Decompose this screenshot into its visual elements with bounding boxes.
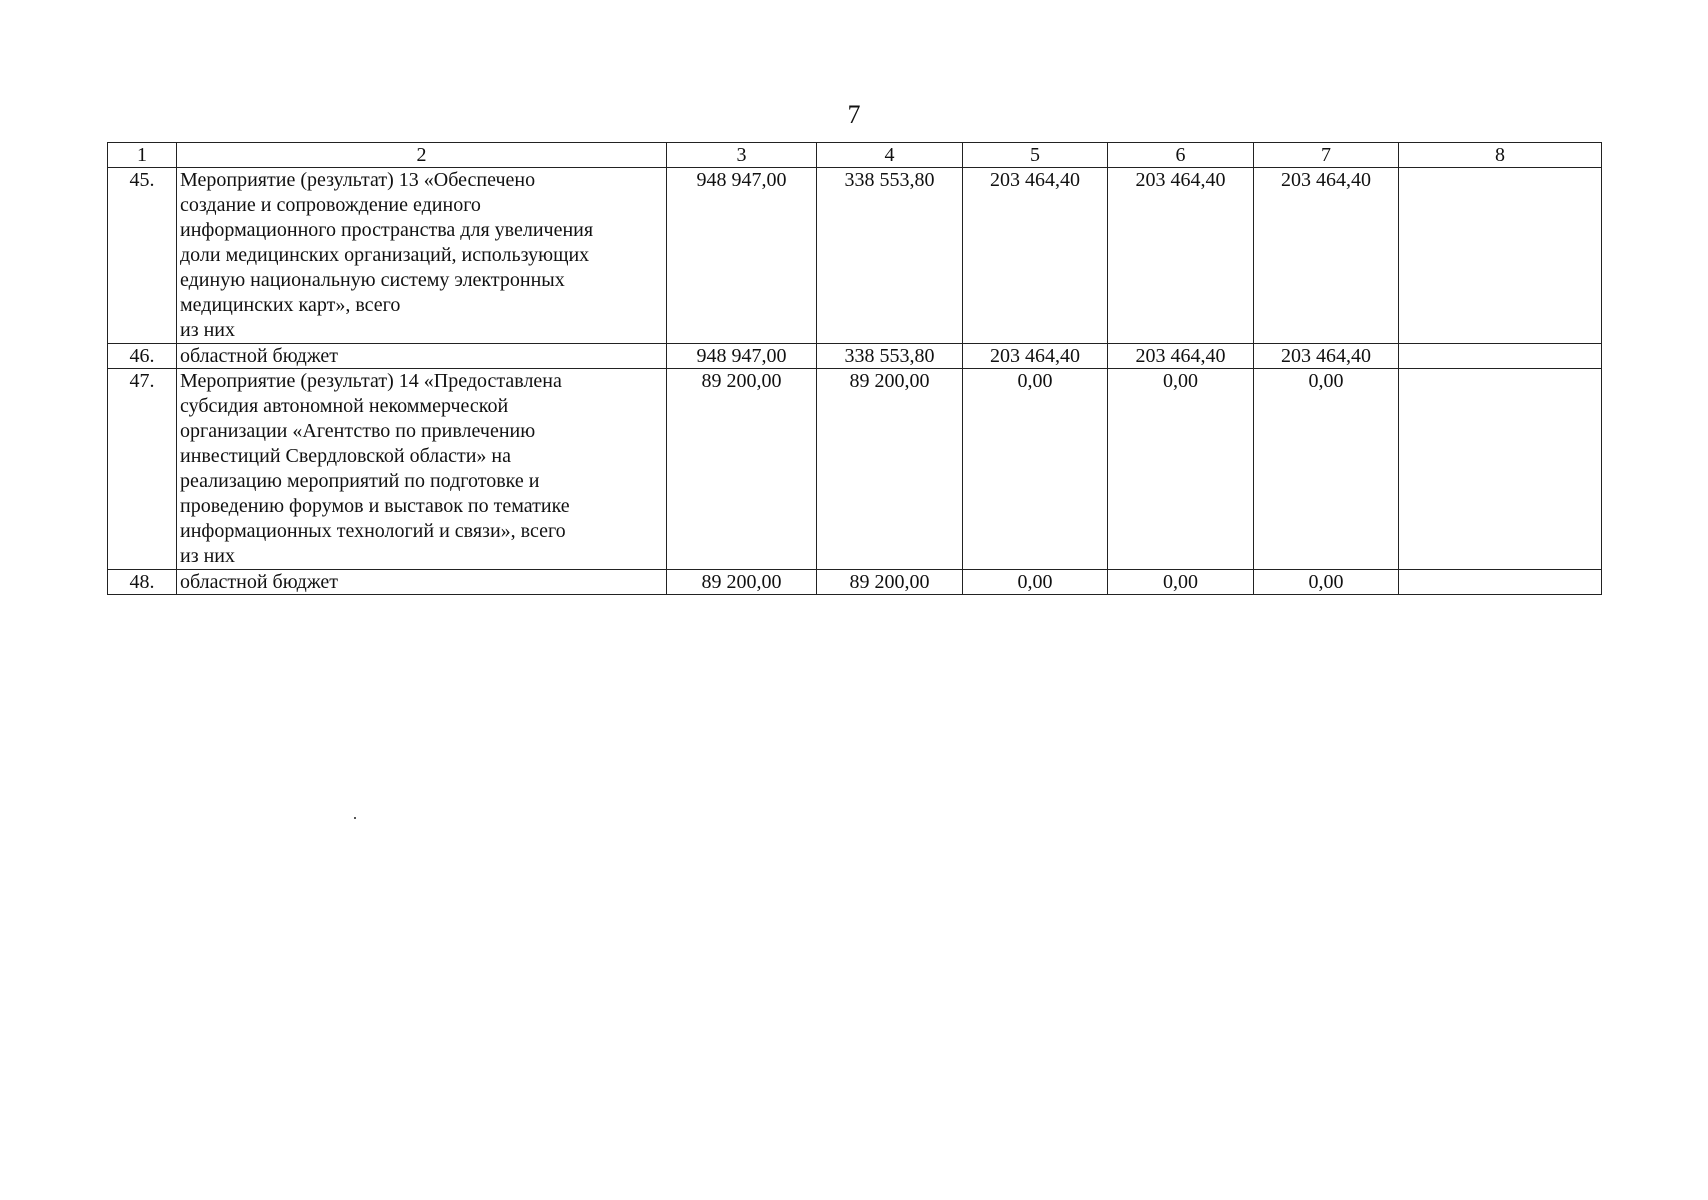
table-row xyxy=(108,168,1602,344)
amount-col-7: 0,00 xyxy=(1254,369,1399,570)
header-col-4: 4 xyxy=(817,143,963,168)
table-row xyxy=(108,344,1602,369)
amount-col-5: 0,00 xyxy=(963,570,1108,595)
description-line: областной бюджет xyxy=(180,571,339,593)
description-line: информационного пространства для увеличения xyxy=(180,219,594,241)
header-col-7: 7 xyxy=(1254,143,1399,168)
row-number: 45. xyxy=(108,168,177,344)
description-line: доли медицинских организаций, использующих xyxy=(180,244,590,266)
description-line: информационных технологий и связи», всего xyxy=(180,520,566,542)
amount-col-4: 338 553,80 xyxy=(817,168,963,344)
description-line: инвестиций Свердловской области» на xyxy=(180,445,512,467)
amount-col-6: 0,00 xyxy=(1108,570,1254,595)
description-line: Мероприятие (результат) 13 «Обеспечено xyxy=(180,169,536,191)
amount-col-8 xyxy=(1399,369,1602,570)
amount-col-5: 203 464,40 xyxy=(963,344,1108,369)
amount-col-6: 0,00 xyxy=(1108,369,1254,570)
description-line: единую национальную систему электронных xyxy=(180,269,565,291)
page-number: 7 xyxy=(847,100,861,129)
description-line: создание и сопровождение единого xyxy=(180,194,481,216)
budget-table xyxy=(107,142,1602,595)
amount-col-6: 203 464,40 xyxy=(1108,344,1254,369)
scan-speck xyxy=(354,817,356,819)
header-col-5: 5 xyxy=(963,143,1108,168)
row-description xyxy=(177,168,667,344)
description-line: реализацию мероприятий по подготовке и xyxy=(180,470,540,492)
table-header xyxy=(108,143,1602,168)
amount-col-3: 89 200,00 xyxy=(667,369,817,570)
row-description xyxy=(177,369,667,570)
header-col-8: 8 xyxy=(1399,143,1602,168)
amount-col-7: 203 464,40 xyxy=(1254,344,1399,369)
amount-col-4: 89 200,00 xyxy=(817,570,963,595)
amount-col-5: 0,00 xyxy=(963,369,1108,570)
amount-col-6: 203 464,40 xyxy=(1108,168,1254,344)
description-line: областной бюджет xyxy=(180,345,339,367)
amount-col-8 xyxy=(1399,344,1602,369)
amount-col-3: 948 947,00 xyxy=(667,168,817,344)
header-col-3: 3 xyxy=(667,143,817,168)
header-row xyxy=(108,143,1602,168)
amount-col-7: 0,00 xyxy=(1254,570,1399,595)
description-line: организации «Агентство по привлечению xyxy=(180,420,536,442)
description-line: медицинских карт», всего xyxy=(180,294,401,316)
row-number: 47. xyxy=(108,369,177,570)
description-line: из них xyxy=(180,319,236,341)
description-line: субсидия автономной некоммерческой xyxy=(180,395,509,417)
row-description xyxy=(177,344,667,369)
row-description xyxy=(177,570,667,595)
description-line: Мероприятие (результат) 14 «Предоставлена xyxy=(180,370,562,392)
row-number: 48. xyxy=(108,570,177,595)
description-line: проведению форумов и выставок по тематике xyxy=(180,495,570,517)
description-line: из них xyxy=(180,545,236,567)
amount-col-8 xyxy=(1399,570,1602,595)
amount-col-5: 203 464,40 xyxy=(963,168,1108,344)
table-row xyxy=(108,369,1602,570)
header-col-1: 1 xyxy=(108,143,177,168)
amount-col-3: 89 200,00 xyxy=(667,570,817,595)
amount-col-4: 89 200,00 xyxy=(817,369,963,570)
amount-col-7: 203 464,40 xyxy=(1254,168,1399,344)
amount-col-4: 338 553,80 xyxy=(817,344,963,369)
amount-col-3: 948 947,00 xyxy=(667,344,817,369)
header-col-2: 2 xyxy=(177,143,667,168)
table-row xyxy=(108,570,1602,595)
row-number: 46. xyxy=(108,344,177,369)
amount-col-8 xyxy=(1399,168,1602,344)
header-col-6: 6 xyxy=(1108,143,1254,168)
